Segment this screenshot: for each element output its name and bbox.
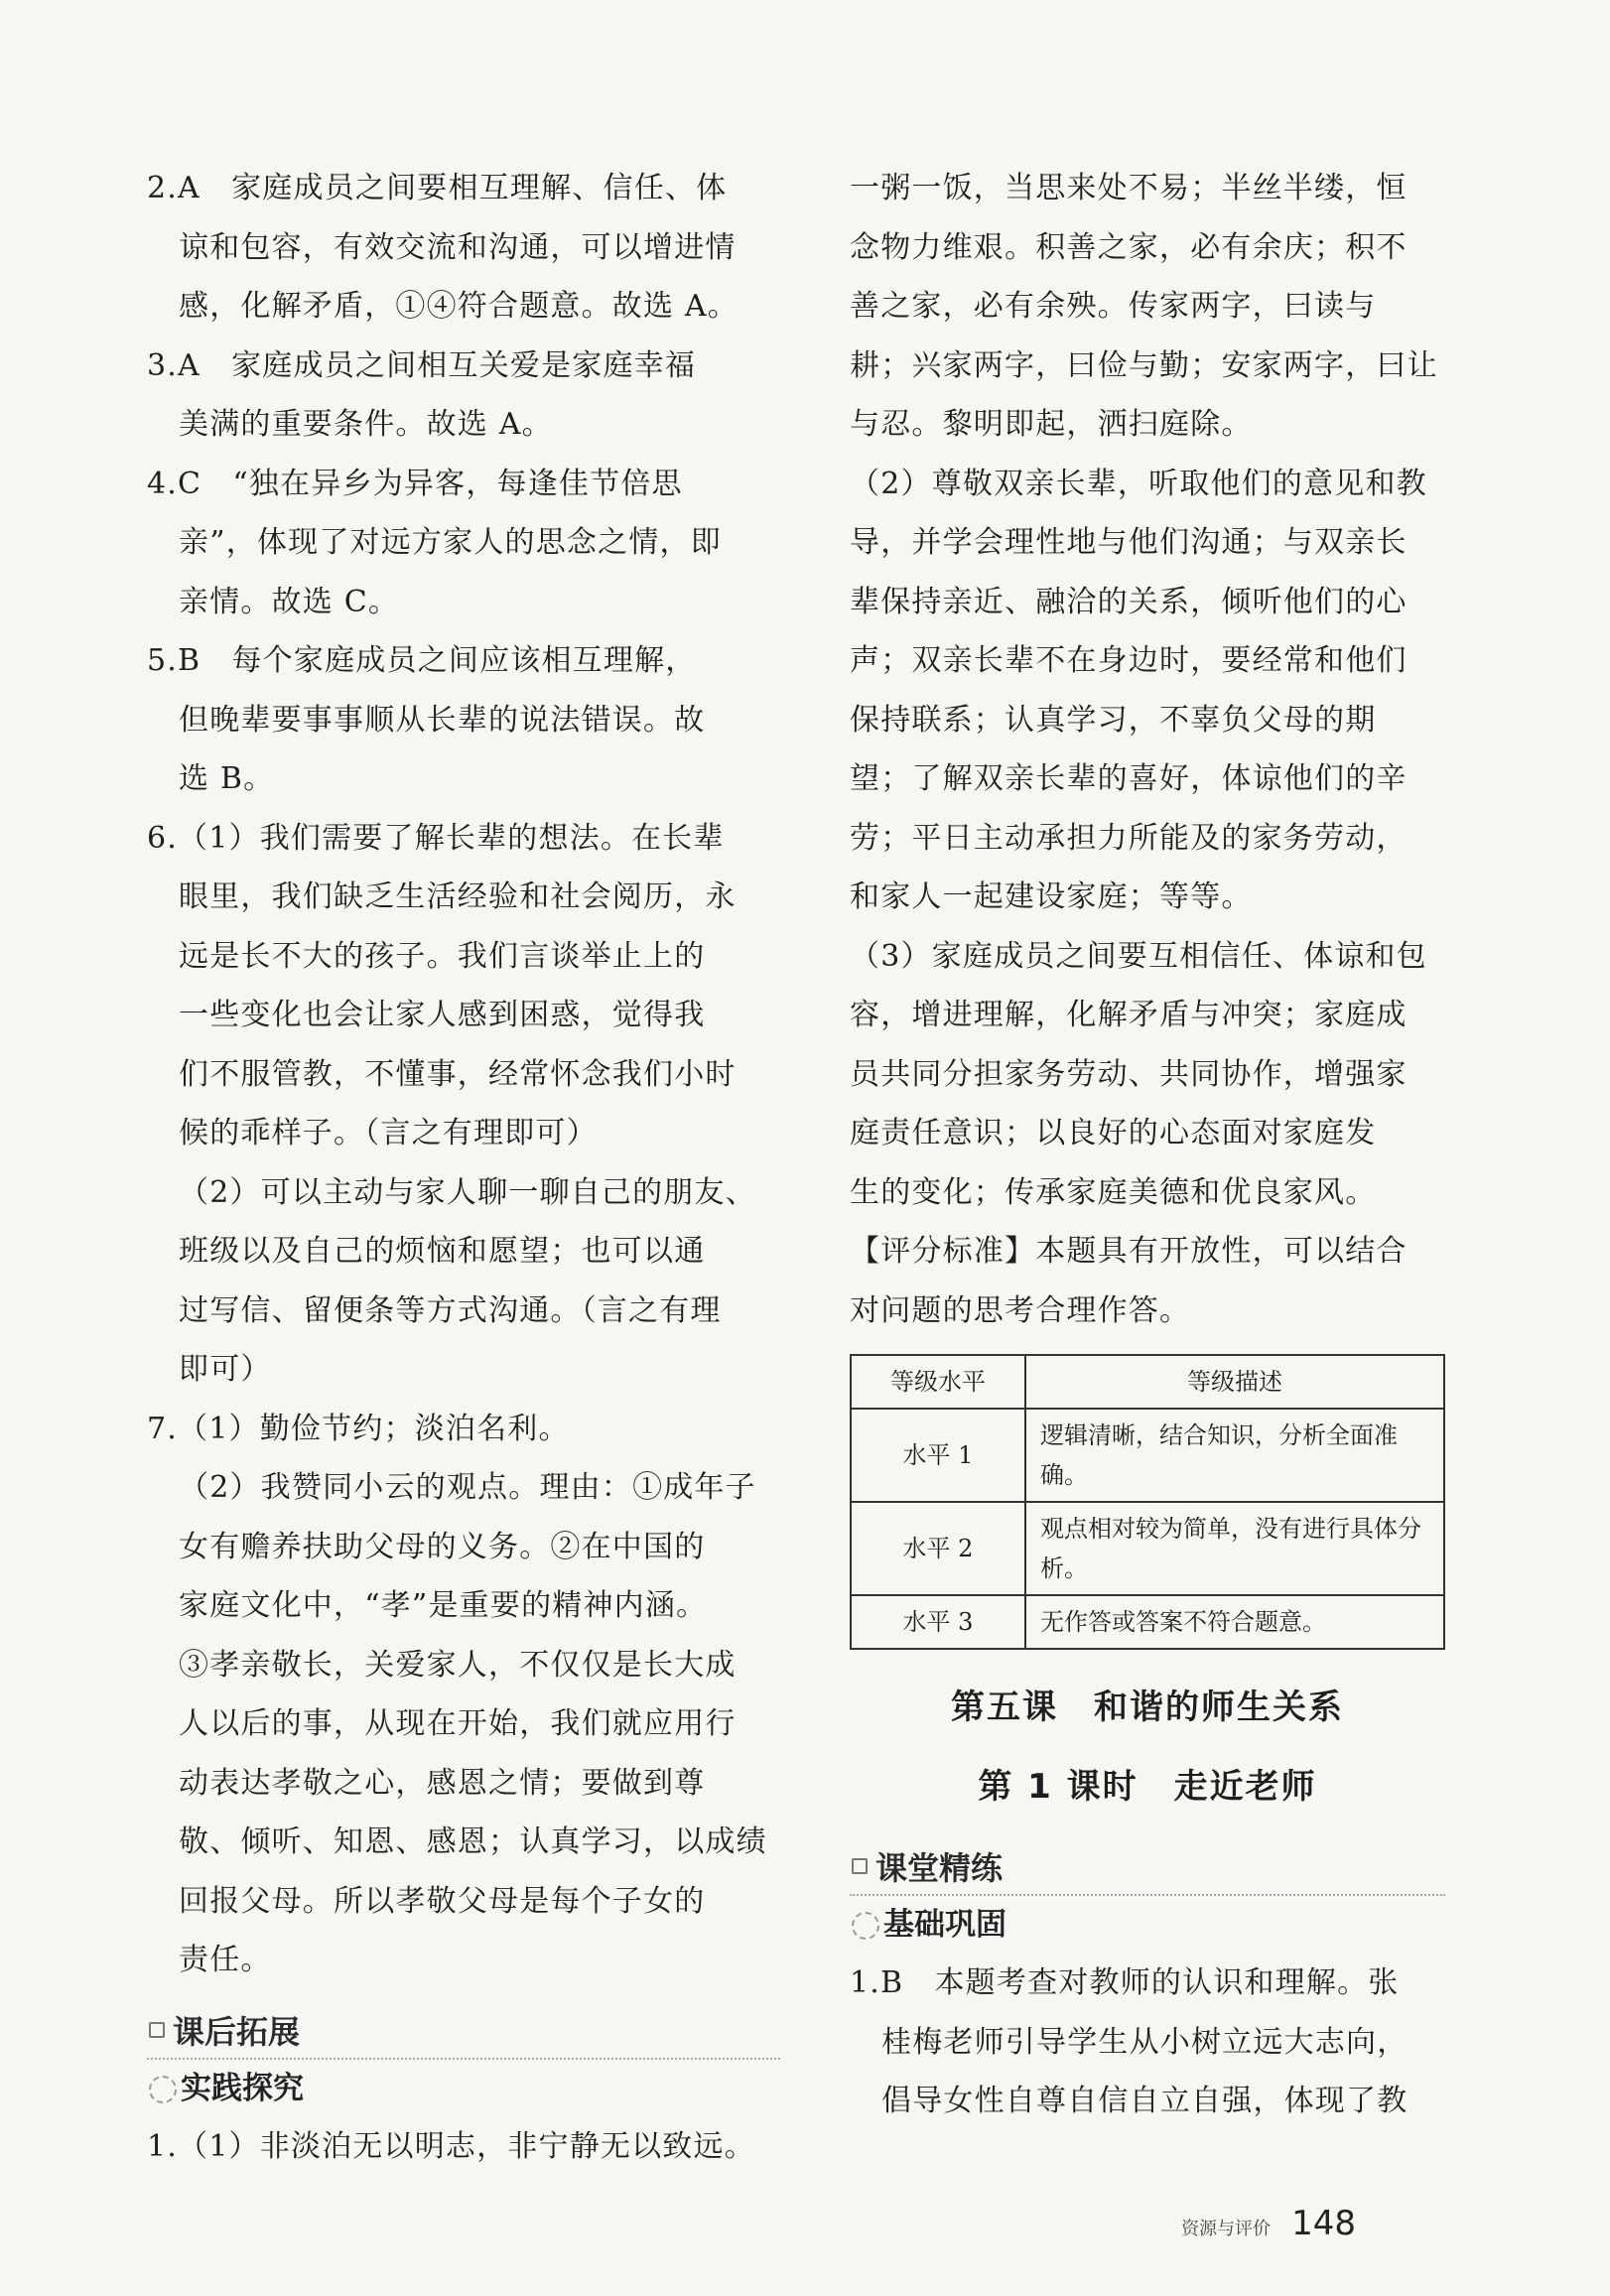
grading-description-cell: 逻辑清晰，结合知识，分析全面准确。 bbox=[1025, 1409, 1444, 1502]
answer-line: 3.A 家庭成员之间相互关爱是家庭幸福 bbox=[147, 347, 697, 383]
answer-line: 谅和包容，有效交流和沟通，可以增进情 bbox=[179, 229, 737, 265]
answer-line: （2）尊敬双亲长辈，听取他们的意见和教 bbox=[850, 466, 1427, 501]
answer-line: 人以后的事，从现在开始，我们就应用行 bbox=[179, 1706, 737, 1741]
answer-line: 员共同分担家务劳动、共同协作，增强家 bbox=[850, 1056, 1408, 1092]
answer-line: （3）家庭成员之间要互相信任、体谅和包 bbox=[850, 938, 1427, 974]
subheading-bullet-icon bbox=[149, 2076, 177, 2103]
answer-line: ③孝亲敬长，关爱家人，不仅仅是长大成 bbox=[179, 1647, 737, 1683]
section-heading-after-class bbox=[147, 2006, 780, 2060]
grading-description-cell: 无作答或答案不符合题意。 bbox=[1025, 1595, 1444, 1649]
footer-label: 资源与评价 bbox=[1181, 2219, 1271, 2239]
answer-line: 耕；兴家两字，曰俭与勤；安家两字，曰让 bbox=[850, 347, 1438, 383]
period-title: 第 1 课时 走近老师 bbox=[978, 1767, 1317, 1807]
answer-line: 念物力维艰。积善之家，必有余庆；积不 bbox=[850, 229, 1408, 265]
answer-line: 1.B 本题考查对教师的认识和理解。张 bbox=[850, 1965, 1400, 2000]
answer-line: 过写信、留便条等方式沟通。（言之有理 bbox=[179, 1292, 722, 1328]
answer-line: 望；了解双亲长辈的喜好，体谅他们的辛 bbox=[850, 761, 1408, 796]
answer-line: 一粥一饭，当思来处不易；半丝半缕，恒 bbox=[850, 171, 1408, 205]
answer-line: 保持联系；认真学习，不辜负父母的期 bbox=[850, 702, 1377, 738]
left-column bbox=[147, 159, 780, 2176]
answer-line: 容，增进理解，化解矛盾与冲突；家庭成 bbox=[850, 998, 1408, 1032]
lesson-title: 第五课 和谐的师生关系 bbox=[951, 1688, 1344, 1727]
table-row bbox=[851, 1502, 1444, 1595]
answer-line: 桂梅老师引导学生从小树立远大志向， bbox=[881, 2024, 1409, 2060]
answer-line: 远是长不大的孩子。我们言谈举止上的 bbox=[179, 938, 706, 974]
table-row bbox=[851, 1595, 1444, 1649]
answer-line: 5.B 每个家庭成员之间应该相互理解， bbox=[147, 643, 697, 678]
section-heading-in-class bbox=[850, 1842, 1445, 1896]
subheading-text: 实践探究 bbox=[181, 2070, 304, 2106]
answer-line: 与忍。黎明即起，洒扫庭除。 bbox=[850, 407, 1253, 442]
left-answer-lines bbox=[147, 159, 780, 1990]
answer-line: 责任。 bbox=[179, 1943, 272, 1977]
answer-line: 声；双亲长辈不在身边时，要经常和他们 bbox=[850, 643, 1408, 678]
answer-line: 眼里，我们缺乏生活经验和社会阅历，永 bbox=[179, 879, 737, 914]
answer-line: 感，化解矛盾，①④符合题意。故选 A。 bbox=[179, 289, 739, 324]
grading-level-cell: 水平 1 bbox=[851, 1409, 1025, 1502]
answer-line: 生的变化；传承家庭美德和优良家风。 bbox=[850, 1174, 1377, 1210]
answer-line: 动表达孝敬之心，感恩之情；要做到尊 bbox=[179, 1765, 706, 1801]
answer-line: 选 B。 bbox=[179, 761, 275, 796]
grading-header-description: 等级描述 bbox=[1025, 1355, 1444, 1409]
section-heading-text: 课堂精练 bbox=[875, 1849, 1004, 1887]
subheading-basics bbox=[850, 1896, 1445, 1954]
answer-line: 班级以及自己的烦恼和愿望；也可以通 bbox=[179, 1234, 706, 1269]
answer-line: 7.（1）勤俭节约；淡泊名利。 bbox=[147, 1411, 570, 1446]
answer-line: 倡导女性自尊自信自立自强，体现了教 bbox=[881, 2084, 1409, 2118]
answer-line: 1.（1）非淡泊无以明志，非宁静无以致远。 bbox=[147, 2128, 755, 2164]
answer-line: 美满的重要条件。故选 A。 bbox=[179, 407, 553, 442]
answer-line: 劳；平日主动承担力所能及的家务劳动， bbox=[850, 820, 1408, 856]
section-heading-text: 课后拓展 bbox=[173, 2012, 301, 2051]
answer-line: 敬、倾听、知恩、感恩；认真学习，以成绩 bbox=[179, 1824, 767, 1859]
section-square-icon bbox=[149, 2022, 165, 2038]
answer-line: 导，并学会理性地与他们沟通；与双亲长 bbox=[850, 525, 1408, 560]
answer-line: 但晚辈要事事顺从长辈的说法错误。故 bbox=[179, 702, 706, 738]
answer-line: 候的乖样子。（言之有理即可） bbox=[179, 1116, 598, 1150]
right-tail-lines bbox=[850, 1954, 1445, 2131]
answer-line: 庭责任意识；以良好的心态面对家庭发 bbox=[850, 1116, 1377, 1150]
answer-line: 和家人一起建设家庭；等等。 bbox=[850, 879, 1253, 914]
grading-table bbox=[850, 1354, 1445, 1650]
right-answer-lines bbox=[850, 159, 1445, 1340]
subheading-bullet-icon bbox=[852, 1912, 879, 1940]
subheading-practice bbox=[147, 2060, 780, 2117]
answer-line: 回报父母。所以孝敬父母是每个子女的 bbox=[179, 1883, 706, 1919]
answer-line: 6.（1）我们需要了解长辈的想法。在长辈 bbox=[147, 820, 725, 856]
answer-line: 4.C “独在异乡为异客，每逢佳节倍思 bbox=[147, 466, 683, 501]
answer-line: 辈保持亲近、融洽的关系，倾听他们的心 bbox=[850, 584, 1408, 619]
answer-line: 家庭文化中，“孝”是重要的精神内涵。 bbox=[179, 1588, 708, 1623]
subheading-text: 基础巩固 bbox=[883, 1907, 1006, 1943]
right-column bbox=[850, 159, 1445, 2131]
grading-level-cell: 水平 2 bbox=[851, 1502, 1025, 1595]
answer-line: （2）可以主动与家人聊一聊自己的朋友、 bbox=[179, 1174, 756, 1210]
answer-line: 亲”，体现了对远方家人的思念之情，即 bbox=[179, 525, 722, 560]
answer-line: 【评分标准】本题具有开放性，可以结合 bbox=[850, 1234, 1408, 1269]
answer-line: 即可） bbox=[179, 1352, 272, 1387]
answer-line: （2）我赞同小云的观点。理由：①成年子 bbox=[179, 1470, 756, 1505]
grading-table-header-row bbox=[851, 1355, 1444, 1409]
page-footer bbox=[1181, 2204, 1356, 2243]
answer-line: 女有赡养扶助父母的义务。②在中国的 bbox=[179, 1529, 706, 1564]
grading-level-cell: 水平 3 bbox=[851, 1595, 1025, 1649]
answer-line: 2.A 家庭成员之间要相互理解、信任、体 bbox=[147, 171, 728, 205]
section-square-icon bbox=[852, 1858, 868, 1874]
answer-line: 善之家，必有余殃。传家两字，曰读与 bbox=[850, 289, 1377, 324]
page-number: 148 bbox=[1291, 2204, 1356, 2243]
grading-header-level: 等级水平 bbox=[851, 1355, 1025, 1409]
answer-line: 一些变化也会让家人感到困惑，觉得我 bbox=[179, 998, 706, 1032]
answer-line: 亲情。故选 C。 bbox=[179, 584, 400, 619]
grading-description-cell: 观点相对较为简单，没有进行具体分析。 bbox=[1025, 1502, 1444, 1595]
answer-line: 们不服管教，不懂事，经常怀念我们小时 bbox=[179, 1056, 737, 1092]
table-row bbox=[851, 1409, 1444, 1502]
answer-line: 对问题的思考合理作答。 bbox=[850, 1292, 1191, 1328]
